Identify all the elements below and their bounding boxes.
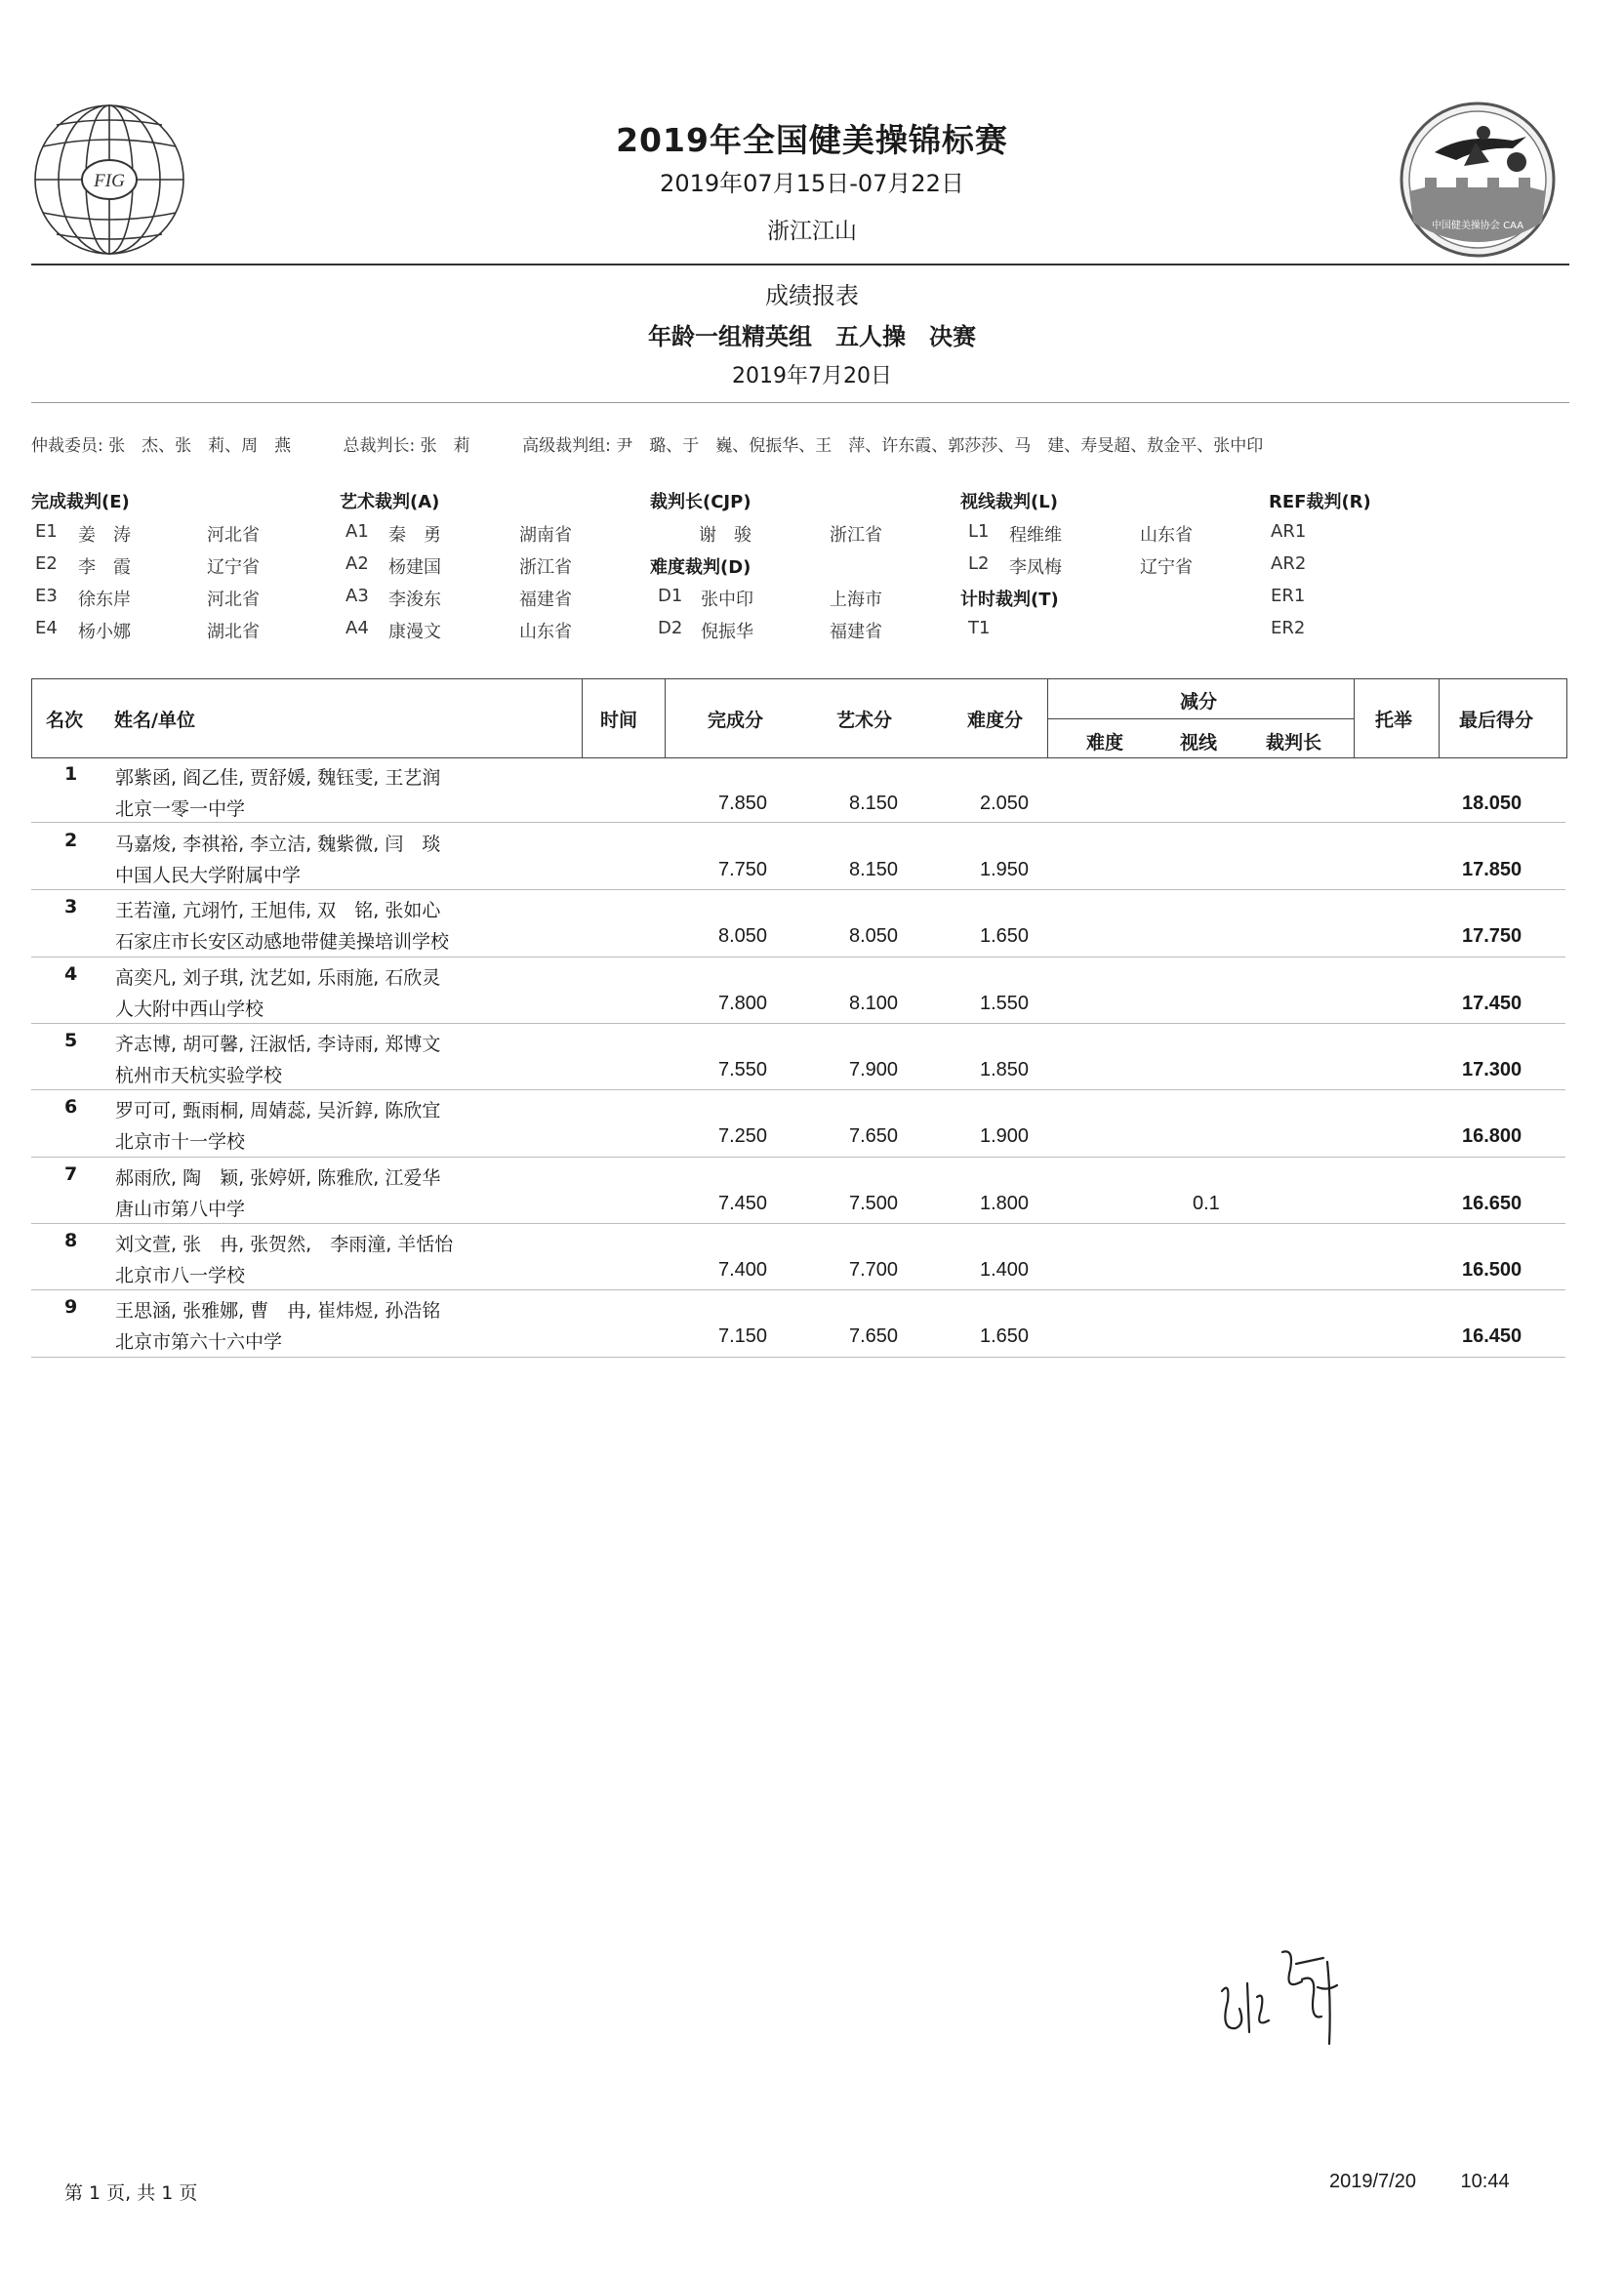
execution-score: 8.050 — [718, 925, 768, 947]
competition-dates: 2019年07月15日-07月22日 — [660, 170, 964, 197]
execution-score: 7.150 — [718, 1325, 768, 1347]
row-divider — [31, 1089, 1565, 1090]
artistic-score: 7.650 — [849, 1125, 899, 1147]
results-table-header — [31, 678, 1567, 758]
judge-code: E3 — [35, 586, 58, 606]
col-rank: 名次 — [46, 710, 84, 731]
rank: 4 — [64, 963, 78, 985]
cjp-heading: 裁判长(CJP) — [650, 492, 751, 512]
difficulty-score: 1.650 — [980, 1325, 1030, 1347]
difficulty-score: 1.800 — [980, 1193, 1030, 1214]
judge-code: D2 — [658, 618, 683, 638]
execution-score: 7.800 — [718, 993, 768, 1014]
judge-province: 湖北省 — [207, 622, 260, 642]
team-members: 郝雨欣, 陶 颖, 张婷妍, 陈雅欣, 江爱华 — [115, 1167, 441, 1189]
fig-logo-text: FIG — [94, 171, 125, 191]
judge-code: AR2 — [1271, 553, 1307, 574]
team-members: 王若潼, 亢翊竹, 王旭伟, 双 铭, 张如心 — [115, 900, 441, 921]
judge-name: 李浚东 — [388, 590, 441, 610]
execution-score: 7.550 — [718, 1059, 768, 1080]
row-divider — [31, 1357, 1565, 1358]
col-deductions: 减分 — [1180, 691, 1218, 713]
header-divider — [31, 264, 1569, 265]
judge-code: E1 — [35, 521, 58, 542]
col-ded-line: 视线 — [1180, 732, 1218, 754]
final-score: 16.450 — [1462, 1325, 1522, 1347]
print-date: 2019/7/20 — [1329, 2171, 1416, 2192]
judge-name: 李 霞 — [78, 557, 131, 578]
final-score: 17.750 — [1462, 925, 1522, 947]
execution-judges-heading: 完成裁判(E) — [31, 492, 130, 512]
col-ded-difficulty: 难度 — [1086, 732, 1124, 754]
event-date: 2019年7月20日 — [732, 364, 892, 388]
row-divider — [31, 1289, 1565, 1290]
judge-code: A1 — [345, 521, 369, 542]
artistic-score: 8.150 — [849, 859, 899, 880]
difficulty-score: 1.650 — [980, 925, 1030, 947]
judge-province: 浙江省 — [519, 557, 572, 578]
col-name: 姓名/单位 — [114, 710, 195, 731]
artistic-judges-heading: 艺术裁判(A) — [340, 492, 440, 512]
rank: 9 — [64, 1296, 78, 1318]
artistic-score: 7.650 — [849, 1325, 899, 1347]
row-divider — [31, 1223, 1565, 1224]
team-members: 齐志博, 胡可馨, 汪淑恬, 李诗雨, 郑博文 — [115, 1034, 441, 1055]
judge-code: L2 — [968, 553, 990, 574]
difficulty-score: 1.850 — [980, 1059, 1030, 1080]
judge-name: 康漫文 — [388, 622, 441, 642]
judge-name: 姜 涛 — [78, 525, 131, 546]
competition-place: 浙江江山 — [767, 219, 857, 244]
col-ded-cjp: 裁判长 — [1266, 732, 1322, 754]
team-members: 罗可可, 甄雨桐, 周婧蕊, 吴沂錞, 陈欣宜 — [115, 1100, 441, 1121]
judge-province: 福建省 — [830, 622, 882, 642]
judge-code: A2 — [345, 553, 369, 574]
jury-members: 仲裁委员: 张 杰、张 莉、周 燕 — [31, 436, 292, 456]
difficulty-score: 1.400 — [980, 1259, 1030, 1281]
artistic-score: 7.700 — [849, 1259, 899, 1281]
difficulty-score: 1.550 — [980, 993, 1030, 1014]
competition-title: 2019年全国健美操锦标赛 — [616, 121, 1008, 159]
team-members: 刘文萱, 张 冉, 张贺然, 李雨潼, 羊恬怡 — [115, 1234, 454, 1255]
team-unit: 北京一零一中学 — [115, 798, 246, 820]
execution-score: 7.450 — [718, 1193, 768, 1214]
artistic-score: 7.500 — [849, 1193, 899, 1214]
judge-province: 湖南省 — [519, 525, 572, 546]
judge-name: 张中印 — [701, 590, 753, 610]
judge-province: 河北省 — [207, 525, 260, 546]
judge-code: L1 — [968, 521, 990, 542]
judge-code: A4 — [345, 618, 369, 638]
judge-province: 河北省 — [207, 590, 260, 610]
judge-province: 辽宁省 — [1140, 557, 1193, 578]
final-score: 17.450 — [1462, 993, 1522, 1014]
col-artistic: 艺术分 — [836, 710, 893, 731]
col-difficulty: 难度分 — [967, 710, 1024, 731]
judge-code: ER1 — [1271, 586, 1306, 606]
team-unit: 北京市八一学校 — [115, 1265, 246, 1286]
final-score: 16.800 — [1462, 1125, 1522, 1147]
rank: 2 — [64, 830, 78, 851]
team-unit: 中国人民大学附属中学 — [115, 865, 302, 886]
cjp-name: 谢 骏 — [699, 525, 751, 546]
judge-code: E2 — [35, 553, 58, 574]
row-divider — [31, 1023, 1565, 1024]
ref-judges-heading: REF裁判(R) — [1269, 492, 1371, 512]
judge-name: 李凤梅 — [1009, 557, 1062, 578]
col-execution: 完成分 — [708, 710, 764, 731]
judge-code: AR1 — [1271, 521, 1307, 542]
execution-score: 7.850 — [718, 793, 768, 814]
rank: 7 — [64, 1163, 78, 1185]
judge-code: E4 — [35, 618, 58, 638]
row-divider — [31, 889, 1565, 890]
artistic-score: 8.050 — [849, 925, 899, 947]
judge-name: 程维维 — [1009, 525, 1062, 546]
team-members: 郭紫函, 阎乙佳, 贾舒媛, 魏钰雯, 王艺润 — [115, 767, 441, 789]
row-divider — [31, 957, 1565, 958]
col-final: 最后得分 — [1459, 710, 1534, 731]
team-unit: 石家庄市长安区动感地带健美操培训学校 — [115, 931, 450, 953]
judge-name: 倪振华 — [701, 622, 753, 642]
difficulty-score: 2.050 — [980, 793, 1030, 814]
judge-name: 杨建国 — [388, 557, 441, 578]
team-unit: 北京市第六十六中学 — [115, 1331, 283, 1353]
signature — [1200, 1923, 1357, 2059]
judge-name: 杨小娜 — [78, 622, 131, 642]
row-divider — [31, 822, 1565, 823]
final-score: 16.500 — [1462, 1259, 1522, 1281]
judge-province: 上海市 — [830, 590, 882, 610]
report-divider — [31, 402, 1569, 403]
team-members: 王思涵, 张雅娜, 曹 冉, 崔炜煜, 孙浩铭 — [115, 1300, 441, 1322]
execution-score: 7.750 — [718, 859, 768, 880]
officials-line — [31, 431, 1310, 456]
team-unit: 人大附中西山学校 — [115, 998, 264, 1020]
chief-judge: 总裁判长: 张 莉 — [343, 436, 470, 456]
judge-code: A3 — [345, 586, 369, 606]
difficulty-judges-heading: 难度裁判(D) — [650, 557, 751, 578]
judge-province: 辽宁省 — [207, 557, 260, 578]
rank: 8 — [64, 1230, 78, 1251]
rank: 3 — [64, 896, 78, 917]
team-members: 马嘉焌, 李祺裕, 李立洁, 魏紫微, 闫 琰 — [115, 834, 441, 855]
execution-score: 7.250 — [718, 1125, 768, 1147]
senior-judges: 高级裁判组: 尹 璐、于 巍、倪振华、王 萍、许东霞、郭莎莎、马 建、寿旻超、敖金平、张中印 — [522, 436, 1264, 456]
event-name: 年龄一组精英组 五人操 决赛 — [648, 323, 976, 350]
rank: 6 — [64, 1096, 78, 1118]
line-deduction: 0.1 — [1193, 1193, 1220, 1214]
judge-name: 徐东岸 — [78, 590, 131, 610]
execution-score: 7.400 — [718, 1259, 768, 1281]
cjp-province: 浙江省 — [830, 525, 882, 546]
artistic-score: 8.100 — [849, 993, 899, 1014]
difficulty-score: 1.950 — [980, 859, 1030, 880]
page-number: 第 1 页, 共 1 页 — [64, 2182, 198, 2204]
caa-logo-text: 中国健美操协会 CAA — [1431, 221, 1524, 231]
final-score: 17.300 — [1462, 1059, 1522, 1080]
team-unit: 唐山市第八中学 — [115, 1199, 246, 1220]
team-unit: 杭州市天杭实验学校 — [115, 1065, 283, 1086]
print-time: 10:44 — [1460, 2171, 1510, 2192]
artistic-score: 7.900 — [849, 1059, 899, 1080]
line-judges-heading: 视线裁判(L) — [960, 492, 1058, 512]
print-timestamp — [1329, 2171, 1510, 2193]
team-members: 高奕凡, 刘子琪, 沈艺如, 乐雨施, 石欣灵 — [115, 967, 441, 989]
col-lifts: 托举 — [1375, 710, 1413, 731]
rank: 5 — [64, 1030, 78, 1051]
final-score: 16.650 — [1462, 1193, 1522, 1214]
row-divider — [31, 1157, 1565, 1158]
final-score: 18.050 — [1462, 793, 1522, 814]
rank: 1 — [64, 763, 78, 785]
judge-code: T1 — [968, 618, 991, 638]
time-judge-heading: 计时裁判(T) — [960, 590, 1059, 610]
judge-name: 秦 勇 — [388, 525, 441, 546]
team-unit: 北京市十一学校 — [115, 1131, 246, 1153]
artistic-score: 8.150 — [849, 793, 899, 814]
col-time: 时间 — [600, 710, 638, 731]
judge-province: 山东省 — [519, 622, 572, 642]
judge-code: D1 — [658, 586, 683, 606]
judge-province: 山东省 — [1140, 525, 1193, 546]
report-title: 成绩报表 — [765, 282, 859, 309]
judge-province: 福建省 — [519, 590, 572, 610]
final-score: 17.850 — [1462, 859, 1522, 880]
judge-code: ER2 — [1271, 618, 1306, 638]
difficulty-score: 1.900 — [980, 1125, 1030, 1147]
